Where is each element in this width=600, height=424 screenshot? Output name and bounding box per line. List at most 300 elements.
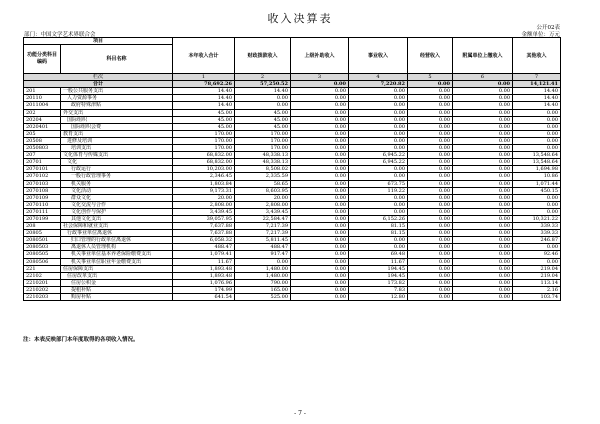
amount-cell: 0.00 [408, 279, 453, 286]
amount-cell: 10,203.00 [173, 166, 235, 173]
amount-cell: 14.40 [173, 102, 235, 109]
amount-cell: 0.00 [453, 159, 513, 166]
col-num: 2 [235, 74, 291, 81]
amount-cell: 0.00 [349, 201, 408, 208]
amount-cell: 7,637.88 [173, 223, 235, 230]
func-code-cell: 2070101 [24, 166, 61, 173]
subject-name-cell: 行政运行 [61, 166, 173, 173]
amount-cell: 1,071.44 [513, 180, 561, 187]
table-row [24, 152, 561, 159]
table-row [24, 130, 561, 137]
amount-cell: 45.00 [235, 116, 291, 123]
amount-cell: 0.00 [291, 244, 349, 251]
amount-cell: 194.45 [349, 272, 408, 279]
table-row [24, 201, 561, 208]
amount-cell: 0.00 [513, 244, 561, 251]
total-row [24, 81, 561, 88]
func-code-cell: 2080506 [24, 258, 61, 265]
func-code-cell: 20204 [24, 116, 61, 123]
amount-cell: 14.40 [235, 88, 291, 95]
amount-cell: 339.33 [513, 223, 561, 230]
subject-name-cell: 住房保障支出 [61, 265, 173, 272]
amount-cell: 6,945.22 [349, 152, 408, 159]
subject-name-cell: 一般公共服务支出 [61, 88, 173, 95]
amount-cell: 0.00 [513, 145, 561, 152]
subject-name-cell: 机关事业单位职业年金缴费支出 [61, 258, 173, 265]
table-row [24, 159, 561, 166]
amount-cell: 0.00 [408, 230, 453, 237]
amount-cell: 0.00 [349, 95, 408, 102]
amount-cell: 0.00 [453, 123, 513, 130]
amount-cell: 0.00 [453, 265, 513, 272]
amount-cell: 0.00 [408, 102, 453, 109]
amount-cell: 10.86 [513, 173, 561, 180]
amount-cell: 5,811.45 [235, 237, 291, 244]
amount-cell: 0.00 [291, 95, 349, 102]
subject-name-cell: 机关事业单位基本养老保险缴费支出 [61, 251, 173, 258]
func-code-cell: 2070103 [24, 180, 61, 187]
subject-name-cell: 国际组织 [61, 116, 173, 123]
amount-cell: 0.00 [513, 258, 561, 265]
amount-cell: 174.99 [173, 286, 235, 293]
unit-label: 金额单位：万元 [521, 32, 560, 38]
func-code-cell: 202 [24, 109, 61, 116]
subject-name-cell: 归口管理的行政单位离退休 [61, 237, 173, 244]
col-num: 5 [408, 74, 453, 81]
amount-cell: 14.40 [513, 95, 561, 102]
func-code-cell: 221 [24, 265, 61, 272]
func-code-cell: 2210201 [24, 279, 61, 286]
amount-cell: 0.00 [349, 194, 408, 201]
amount-cell: 673.75 [349, 180, 408, 187]
amount-cell: 0.00 [453, 272, 513, 279]
amount-cell: 0.00 [453, 166, 513, 173]
amount-cell: 0.00 [408, 166, 453, 173]
amount-cell: 219.04 [513, 272, 561, 279]
amount-cell: 0.00 [291, 265, 349, 272]
table-row [24, 116, 561, 123]
amount-cell: 0.00 [349, 123, 408, 130]
func-code-cell: 2210203 [24, 294, 61, 301]
amount-cell: 917.47 [235, 251, 291, 258]
subject-name-cell: 离退休人员管理机构 [61, 244, 173, 251]
amount-cell: 20.00 [173, 194, 235, 201]
amount-cell: 0.00 [408, 145, 453, 152]
func-code-cell: 2020401 [24, 123, 61, 130]
amount-cell: 0.00 [349, 173, 408, 180]
table-row [24, 166, 561, 173]
func-code-cell: 208 [24, 223, 61, 230]
subject-name-cell: 提租补贴 [61, 286, 173, 293]
amount-cell: 81.15 [349, 223, 408, 230]
income-table [23, 37, 561, 301]
table-row [24, 230, 561, 237]
table-row [24, 137, 561, 144]
amount-cell: 0.00 [291, 130, 349, 137]
table-row [24, 194, 561, 201]
table-row [24, 294, 561, 301]
amount-cell: 0.00 [349, 237, 408, 244]
amount-cell: 0.00 [291, 237, 349, 244]
amount-cell: 219.04 [513, 265, 561, 272]
func-code-cell: 207 [24, 152, 61, 159]
header-func-code: 功能分类科目编码 [24, 45, 61, 74]
amount-cell: 170.00 [173, 130, 235, 137]
amount-cell: 13,548.64 [513, 152, 561, 159]
amount-cell: 525.00 [235, 294, 291, 301]
amount-cell: 1,480.00 [235, 272, 291, 279]
amount-cell: 0.00 [453, 251, 513, 258]
amount-cell: 0.00 [408, 95, 453, 102]
amount-cell: 0.00 [453, 294, 513, 301]
table-row [24, 244, 561, 251]
amount-cell: 0.00 [408, 237, 453, 244]
amount-cell: 0.00 [453, 215, 513, 222]
table-row [24, 173, 561, 180]
amount-cell: 0.00 [408, 88, 453, 95]
amount-cell: 0.00 [408, 265, 453, 272]
amount-cell: 0.00 [453, 88, 513, 95]
amount-cell: 0.00 [349, 116, 408, 123]
amount-cell: 0.00 [513, 194, 561, 201]
total-cell: 57,250.52 [235, 81, 291, 88]
func-code-cell: 2070111 [24, 208, 61, 215]
total-cell: 7,220.82 [349, 81, 408, 88]
amount-cell: 81.15 [349, 230, 408, 237]
amount-cell: 0.00 [235, 258, 291, 265]
amount-cell: 0.00 [291, 279, 349, 286]
amount-cell: 58.65 [235, 180, 291, 187]
amount-cell: 14.40 [513, 102, 561, 109]
amount-cell: 0.00 [513, 137, 561, 144]
amount-cell: 0.00 [408, 187, 453, 194]
amount-cell: 0.00 [291, 102, 349, 109]
table-row [24, 265, 561, 272]
func-code-cell: 20701 [24, 159, 61, 166]
subject-name-cell: 其他文化支出 [61, 215, 173, 222]
amount-cell: 0.00 [291, 230, 349, 237]
amount-cell: 0.00 [453, 102, 513, 109]
table-row [24, 286, 561, 293]
amount-cell: 6,058.32 [173, 237, 235, 244]
amount-cell: 0.00 [408, 194, 453, 201]
amount-cell: 0.00 [408, 286, 453, 293]
amount-cell: 0.00 [291, 159, 349, 166]
amount-cell: 0.00 [408, 251, 453, 258]
amount-cell: 170.00 [173, 137, 235, 144]
func-code-cell: 2070110 [24, 201, 61, 208]
header-col-4: 事业收入 [349, 38, 408, 74]
amount-cell: 0.00 [291, 152, 349, 159]
amount-cell: 0.00 [513, 201, 561, 208]
amount-cell: 2,808.00 [235, 201, 291, 208]
subject-name-cell: 住房改革支出 [61, 272, 173, 279]
amount-cell: 20.00 [235, 194, 291, 201]
subject-name-cell: 培训支出 [61, 145, 173, 152]
amount-cell: 0.00 [408, 109, 453, 116]
amount-cell: 0.00 [291, 201, 349, 208]
amount-cell: 1,480.00 [235, 265, 291, 272]
amount-cell: 0.00 [291, 88, 349, 95]
amount-cell: 1,694.98 [513, 166, 561, 173]
amount-cell: 0.00 [513, 116, 561, 123]
amount-cell: 48,338.13 [235, 159, 291, 166]
amount-cell: 0.00 [453, 152, 513, 159]
amount-cell: 0.00 [453, 279, 513, 286]
header-col-6: 附属单位上缴收入 [453, 38, 513, 74]
func-code-cell: 2080505 [24, 251, 61, 258]
amount-cell: 0.00 [453, 116, 513, 123]
func-code-cell: 2080501 [24, 237, 61, 244]
amount-cell: 0.00 [453, 137, 513, 144]
table-row [24, 145, 561, 152]
amount-cell: 2,808.00 [173, 201, 235, 208]
amount-cell: 0.00 [408, 130, 453, 137]
table-row [24, 208, 561, 215]
amount-cell: 170.00 [173, 145, 235, 152]
form-code: 公开02表 [536, 25, 560, 31]
func-code-cell: 20508 [24, 137, 61, 144]
amount-cell: 0.00 [291, 109, 349, 116]
func-code-cell: 22102 [24, 272, 61, 279]
header-col-5: 经营收入 [408, 38, 453, 74]
table-row [24, 180, 561, 187]
amount-cell: 0.00 [291, 145, 349, 152]
amount-cell: 173.82 [349, 279, 408, 286]
table-row [24, 109, 561, 116]
amount-cell: 0.00 [408, 173, 453, 180]
amount-cell: 7,217.39 [235, 223, 291, 230]
amount-cell: 0.00 [349, 130, 408, 137]
amount-cell: 3,439.45 [173, 208, 235, 215]
amount-cell: 0.00 [291, 286, 349, 293]
amount-cell: 13,548.64 [513, 159, 561, 166]
amount-cell: 92.46 [513, 251, 561, 258]
total-cell: 0.00 [291, 81, 349, 88]
total-label: 合计 [24, 81, 173, 88]
amount-cell: 7,637.88 [173, 230, 235, 237]
amount-cell: 0.00 [291, 251, 349, 258]
func-code-cell: 2050803 [24, 145, 61, 152]
amount-cell: 11.67 [349, 258, 408, 265]
amount-cell: 0.00 [453, 201, 513, 208]
table-row [24, 251, 561, 258]
amount-cell: 0.00 [513, 123, 561, 130]
func-code-cell: 2070109 [24, 194, 61, 201]
amount-cell: 45.00 [173, 123, 235, 130]
amount-cell: 45.00 [173, 109, 235, 116]
func-code-cell: 2080503 [24, 244, 61, 251]
table-row [24, 272, 561, 279]
col-num: 1 [173, 74, 235, 81]
amount-cell: 68,832.00 [173, 159, 235, 166]
header-col-3: 上级补助收入 [291, 38, 349, 74]
header-project: 项目 [24, 38, 173, 45]
table-row [24, 279, 561, 286]
subject-name-cell: 文化活动 [61, 187, 173, 194]
amount-cell: 119.22 [349, 187, 408, 194]
amount-cell: 790.00 [235, 279, 291, 286]
amount-cell: 170.00 [235, 145, 291, 152]
col-num: 6 [453, 74, 513, 81]
amount-cell: 45.00 [235, 109, 291, 116]
amount-cell: 0.00 [453, 194, 513, 201]
col-num: 3 [291, 74, 349, 81]
subject-name-cell: 住房公积金 [61, 279, 173, 286]
total-cell: 0.00 [408, 81, 453, 88]
amount-cell: 11.67 [173, 258, 235, 265]
amount-cell: 39,057.95 [173, 215, 235, 222]
subject-name-cell: 群众文化 [61, 194, 173, 201]
amount-cell: 14.40 [173, 95, 235, 102]
amount-cell: 2,346.45 [173, 173, 235, 180]
amount-cell: 0.00 [349, 88, 408, 95]
amount-cell: 450.15 [513, 187, 561, 194]
table-note: 注：本表反映部门本年度取得的各项收入情况。 [23, 337, 139, 343]
amount-cell: 0.00 [453, 286, 513, 293]
amount-cell: 0.00 [291, 187, 349, 194]
amount-cell: 0.00 [291, 194, 349, 201]
amount-cell: 0.00 [453, 180, 513, 187]
amount-cell: 0.00 [453, 173, 513, 180]
amount-cell: 0.00 [291, 258, 349, 265]
subject-name-cell: 文化创作与保护 [61, 208, 173, 215]
total-cell: 78,692.26 [173, 81, 235, 88]
amount-cell: 0.00 [408, 180, 453, 187]
amount-cell: 69.48 [349, 251, 408, 258]
table-row [24, 123, 561, 130]
amount-cell: 0.00 [235, 102, 291, 109]
amount-cell: 0.00 [349, 137, 408, 144]
amount-cell: 339.33 [513, 230, 561, 237]
amount-cell: 0.00 [453, 258, 513, 265]
total-cell: 0.00 [453, 81, 513, 88]
amount-cell: 0.00 [408, 294, 453, 301]
amount-cell: 8,603.95 [235, 187, 291, 194]
amount-cell: 0.00 [453, 237, 513, 244]
amount-cell: 0.00 [408, 208, 453, 215]
subject-name-cell: 文化体育与传媒支出 [61, 152, 173, 159]
amount-cell: 6,152.26 [349, 215, 408, 222]
amount-cell: 14.40 [173, 88, 235, 95]
func-code-cell: 2070199 [24, 215, 61, 222]
report-title: 收入决算表 [267, 12, 333, 25]
header-col-2: 财政拨款收入 [235, 38, 291, 74]
amount-cell: 113.14 [513, 279, 561, 286]
func-code-cell: 2210202 [24, 286, 61, 293]
amount-cell: 0.00 [291, 173, 349, 180]
amount-cell: 48,338.13 [235, 152, 291, 159]
subject-name-cell: 文化 [61, 159, 173, 166]
subject-name-cell: 社会保障和就业支出 [61, 223, 173, 230]
amount-cell: 45.00 [173, 116, 235, 123]
amount-cell: 0.00 [291, 123, 349, 130]
amount-cell: 22,584.47 [235, 215, 291, 222]
lanci-label: 栏次 [24, 74, 173, 81]
amount-cell: 0.00 [408, 223, 453, 230]
amount-cell: 7.83 [349, 286, 408, 293]
amount-cell: 0.00 [408, 123, 453, 130]
amount-cell: 0.00 [408, 258, 453, 265]
amount-cell: 9,173.31 [173, 187, 235, 194]
table-row [24, 237, 561, 244]
amount-cell: 68,832.00 [173, 152, 235, 159]
column-number-row [24, 74, 561, 81]
amount-cell: 246.87 [513, 237, 561, 244]
amount-cell: 0.00 [453, 109, 513, 116]
table-row [24, 187, 561, 194]
amount-cell: 0.00 [513, 208, 561, 215]
amount-cell: 0.00 [453, 187, 513, 194]
amount-cell: 1,079.41 [173, 251, 235, 258]
amount-cell: 45.00 [235, 123, 291, 130]
table-row [24, 215, 561, 222]
table-row [24, 88, 561, 95]
amount-cell: 0.00 [408, 137, 453, 144]
amount-cell: 165.00 [235, 286, 291, 293]
amount-cell: 0.00 [453, 130, 513, 137]
amount-cell: 641.54 [173, 294, 235, 301]
amount-cell: 2.16 [513, 286, 561, 293]
subject-name-cell: 政府特殊津贴 [61, 102, 173, 109]
amount-cell: 170.00 [235, 130, 291, 137]
col-num: 4 [349, 74, 408, 81]
amount-cell: 170.00 [235, 137, 291, 144]
amount-cell: 0.00 [291, 137, 349, 144]
amount-cell: 0.00 [349, 166, 408, 173]
amount-cell: 0.00 [349, 244, 408, 251]
amount-cell: 194.45 [349, 265, 408, 272]
amount-cell: 0.00 [513, 130, 561, 137]
amount-cell: 0.00 [349, 145, 408, 152]
table-row [24, 223, 561, 230]
amount-cell: 0.00 [408, 159, 453, 166]
func-code-cell: 2070108 [24, 187, 61, 194]
amount-cell: 10,321.22 [513, 215, 561, 222]
subject-name-cell: 文化交流与合作 [61, 201, 173, 208]
amount-cell: 0.00 [291, 180, 349, 187]
amount-cell: 0.00 [408, 215, 453, 222]
amount-cell: 488.47 [235, 244, 291, 251]
amount-cell: 0.00 [235, 95, 291, 102]
subject-name-cell: 机关服务 [61, 180, 173, 187]
amount-cell: 0.00 [291, 215, 349, 222]
amount-cell: 0.00 [408, 201, 453, 208]
subject-name-cell: 人力资源事务 [61, 95, 173, 102]
header-subject-name: 科目名称 [61, 45, 173, 74]
amount-cell: 0.00 [408, 116, 453, 123]
amount-cell: 0.00 [291, 223, 349, 230]
amount-cell: 14.40 [513, 88, 561, 95]
amount-cell: 0.00 [408, 152, 453, 159]
amount-cell: 12.80 [349, 294, 408, 301]
amount-cell: 0.00 [291, 166, 349, 173]
func-code-cell: 2011004 [24, 102, 61, 109]
table-row [24, 102, 561, 109]
header-col-1: 本年收入合计 [173, 38, 235, 74]
amount-cell: 0.00 [453, 208, 513, 215]
func-code-cell: 205 [24, 130, 61, 137]
func-code-cell: 201 [24, 88, 61, 95]
amount-cell: 0.00 [291, 116, 349, 123]
amount-cell: 0.00 [453, 244, 513, 251]
func-code-cell: 20110 [24, 95, 61, 102]
amount-cell: 0.00 [453, 230, 513, 237]
amount-cell: 8,508.02 [235, 166, 291, 173]
subject-name-cell: 外交支出 [61, 109, 173, 116]
amount-cell: 0.00 [453, 95, 513, 102]
subject-name-cell: 行政事业单位离退休 [61, 230, 173, 237]
